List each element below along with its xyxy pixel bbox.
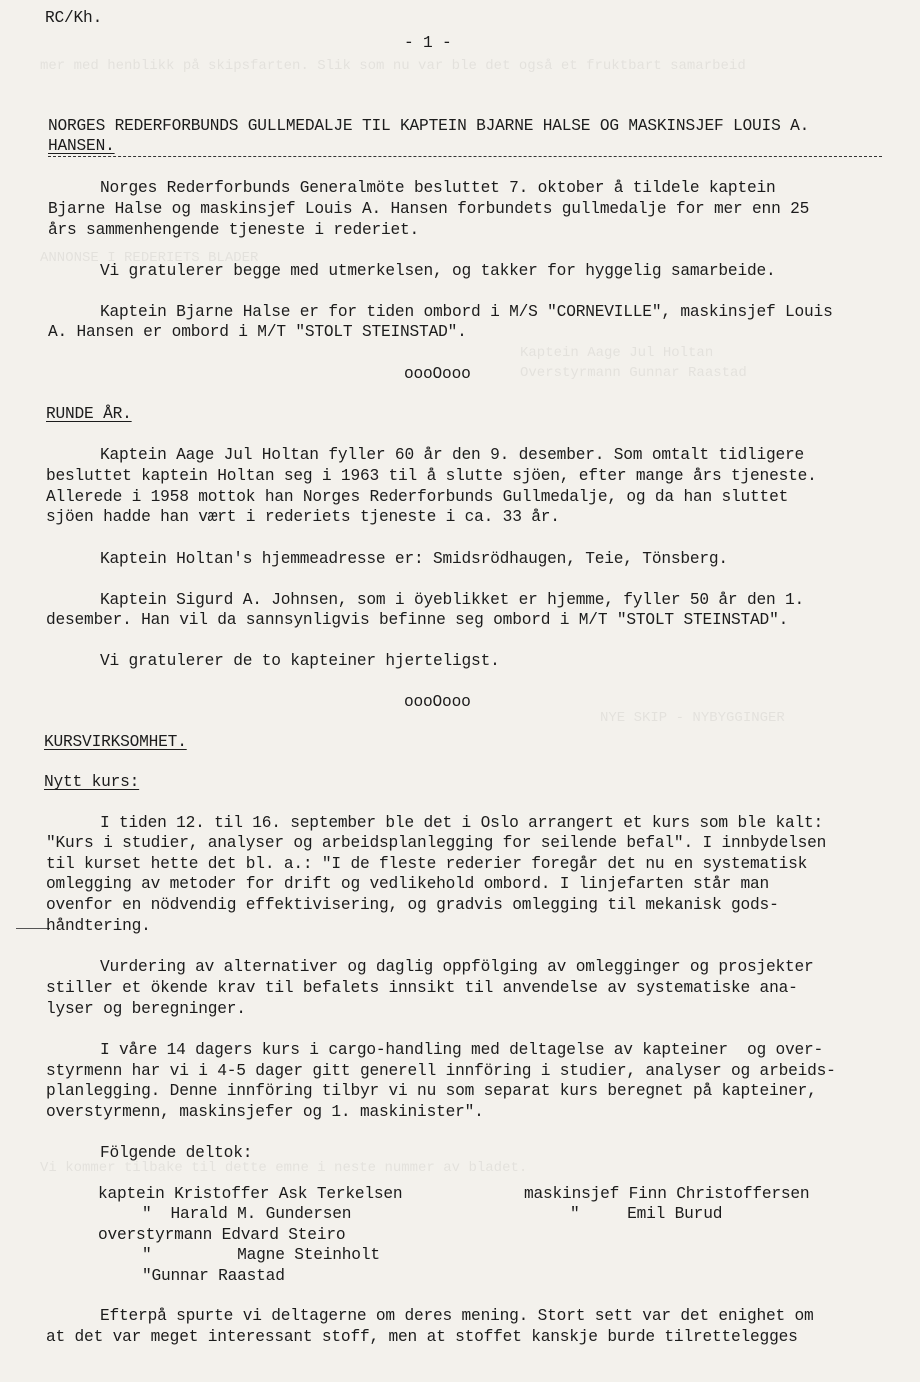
participant-left: "Gunnar Raastad — [142, 1267, 285, 1285]
assessment-paragraph-line: lyser og beregninger. — [46, 1000, 246, 1018]
onboard-paragraph-line: Kaptein Bjarne Halse er for tiden ombord i M/S "CORNEVILLE", maskinsjef Louis — [100, 303, 833, 321]
congratulations-captains-line: Vi gratulerer de to kapteiner hjerteligst. — [100, 652, 500, 670]
separator: oooOooo — [404, 365, 471, 383]
birthday-paragraph-line: Allerede i 1958 mottok han Norges Rederforbunds Gullmedalje, og da han sluttet — [46, 488, 789, 506]
participant-left: kaptein Kristoffer Ask Terkelsen — [98, 1185, 403, 1203]
participant-left: overstyrmann Edvard Steiro — [98, 1226, 346, 1244]
participant-right: maskinsjef Finn Christoffersen — [524, 1185, 810, 1203]
reference-code: RC/Kh. — [45, 9, 103, 27]
course-paragraph-line: "Kurs i studier, analyser og arbeidsplanlegging for seilende befal". I innbydelsen — [46, 834, 827, 852]
johnsen-paragraph-line: Kaptein Sigurd A. Johnsen, som i öyeblikket er hjemme, fyller 50 år den 1. — [100, 591, 805, 609]
birthday-paragraph-line: sjöen hadde han vært i rederiets tjeneste i ca. 33 år. — [46, 508, 560, 526]
subsection-title-new-course: Nytt kurs: — [44, 773, 140, 791]
participants-intro: Fölgende deltok: — [100, 1144, 253, 1162]
birthday-paragraph-line: besluttet kaptein Holtan seg i 1963 til å slutte sjöen, efter mange års tjeneste. — [46, 467, 817, 485]
assessment-paragraph-line: stiller et ökende krav til befalets innsikt til anvendelse av systematiske ana- — [46, 979, 798, 997]
margin-punch-mark — [16, 928, 50, 929]
section-title-courses: KURSVIRKSOMHET. — [44, 733, 187, 751]
home-address-line: Kaptein Holtan's hjemmeadresse er: Smidsrödhaugen, Teie, Tönsberg. — [100, 550, 728, 568]
course-paragraph-line: I tiden 12. til 16. september ble det i Oslo arrangert et kurs som ble kalt: — [100, 814, 824, 832]
section-title-gold-medal-cont: HANSEN. — [48, 137, 115, 155]
show-through-6: Vi kommer tilbake til dette emne i neste nummer av bladet. — [40, 1160, 528, 1176]
johnsen-paragraph-line: desember. Han vil da sannsynligvis befinne seg ombord i M/T "STOLT STEINSTAD". — [46, 611, 789, 629]
show-through-3: Kaptein Aage Jul Holtan — [520, 345, 714, 361]
participant-right: " Emil Burud — [570, 1205, 723, 1223]
show-through-5: NYE SKIP - NYBYGGINGER — [600, 710, 785, 726]
medal-paragraph-line: Norges Rederforbunds Generalmöte besluttet 7. oktober å tildele kaptein — [100, 179, 776, 197]
participant-left: " Harald M. Gundersen — [142, 1205, 352, 1223]
cargo-course-paragraph-line: styrmenn har vi i 4-5 dager gitt generell innföring i studier, analyser og arbeids- — [46, 1062, 836, 1080]
onboard-paragraph-line: A. Hansen er ombord i M/T "STOLT STEINSTAD". — [48, 323, 467, 341]
medal-paragraph-line: års sammenhengende tjeneste i rederiet. — [48, 221, 420, 239]
assessment-paragraph-line: Vurdering av alternativer og daglig oppfölging av omlegginger og prosjekter — [100, 958, 814, 976]
course-paragraph-line: håndtering. — [46, 917, 151, 935]
course-paragraph-line: omlegging av metoder for drift og vedlikehold ombord. I linjefarten står man — [46, 875, 770, 893]
feedback-paragraph-line: at det var meget interessant stoff, men at stoffet kanskje burde tilrettelegges — [46, 1328, 798, 1346]
page-number: - 1 - — [404, 34, 452, 52]
cargo-course-paragraph-line: I våre 14 dagers kurs i cargo-handling med deltagelse av kapteiner og over- — [100, 1041, 824, 1059]
cargo-course-paragraph-line: overstyrmenn, maskinsjefer og 1. maskinister". — [46, 1103, 484, 1121]
cargo-course-paragraph-line: planlegging. Denne innföring tilbyr vi nu som separat kurs beregnet på kapteiner, — [46, 1082, 817, 1100]
participant-left: " Magne Steinholt — [142, 1246, 380, 1264]
section-title-birthdays: RUNDE ÅR. — [46, 405, 132, 423]
medal-paragraph-line: Bjarne Halse og maskinsjef Louis A. Hansen forbundets gullmedalje for mer enn 25 — [48, 200, 810, 218]
show-through-4: Overstyrmann Gunnar Raastad — [520, 365, 747, 381]
section-title-gold-medal: NORGES REDERFORBUNDS GULLMEDALJE TIL KAPTEIN BJARNE HALSE OG MASKINSJEF LOUIS A. — [48, 117, 810, 135]
birthday-paragraph-line: Kaptein Aage Jul Holtan fyller 60 år den 9. desember. Som omtalt tidligere — [100, 446, 805, 464]
feedback-paragraph-line: Efterpå spurte vi deltagerne om deres mening. Stort sett var det enighet om — [100, 1307, 814, 1325]
title-underline — [48, 156, 882, 157]
show-through-2: ANNONSE I REDERIETS BLADER — [40, 250, 259, 266]
congratulations-line: Vi gratulerer begge med utmerkelsen, og takker for hyggelig samarbeide. — [100, 262, 776, 280]
separator: oooOooo — [404, 693, 471, 711]
show-through-1: mer med henblikk på skipsfarten. Slik som nu var ble det også et fruktbart samarbeid — [40, 58, 746, 74]
course-paragraph-line: ovenfor en nödvendig effektivisering, og gradvis omlegging til mekanisk gods- — [46, 896, 779, 914]
course-paragraph-line: til kurset hette det bl. a.: "I de fleste rederier foregår det nu en systematisk — [46, 855, 808, 873]
